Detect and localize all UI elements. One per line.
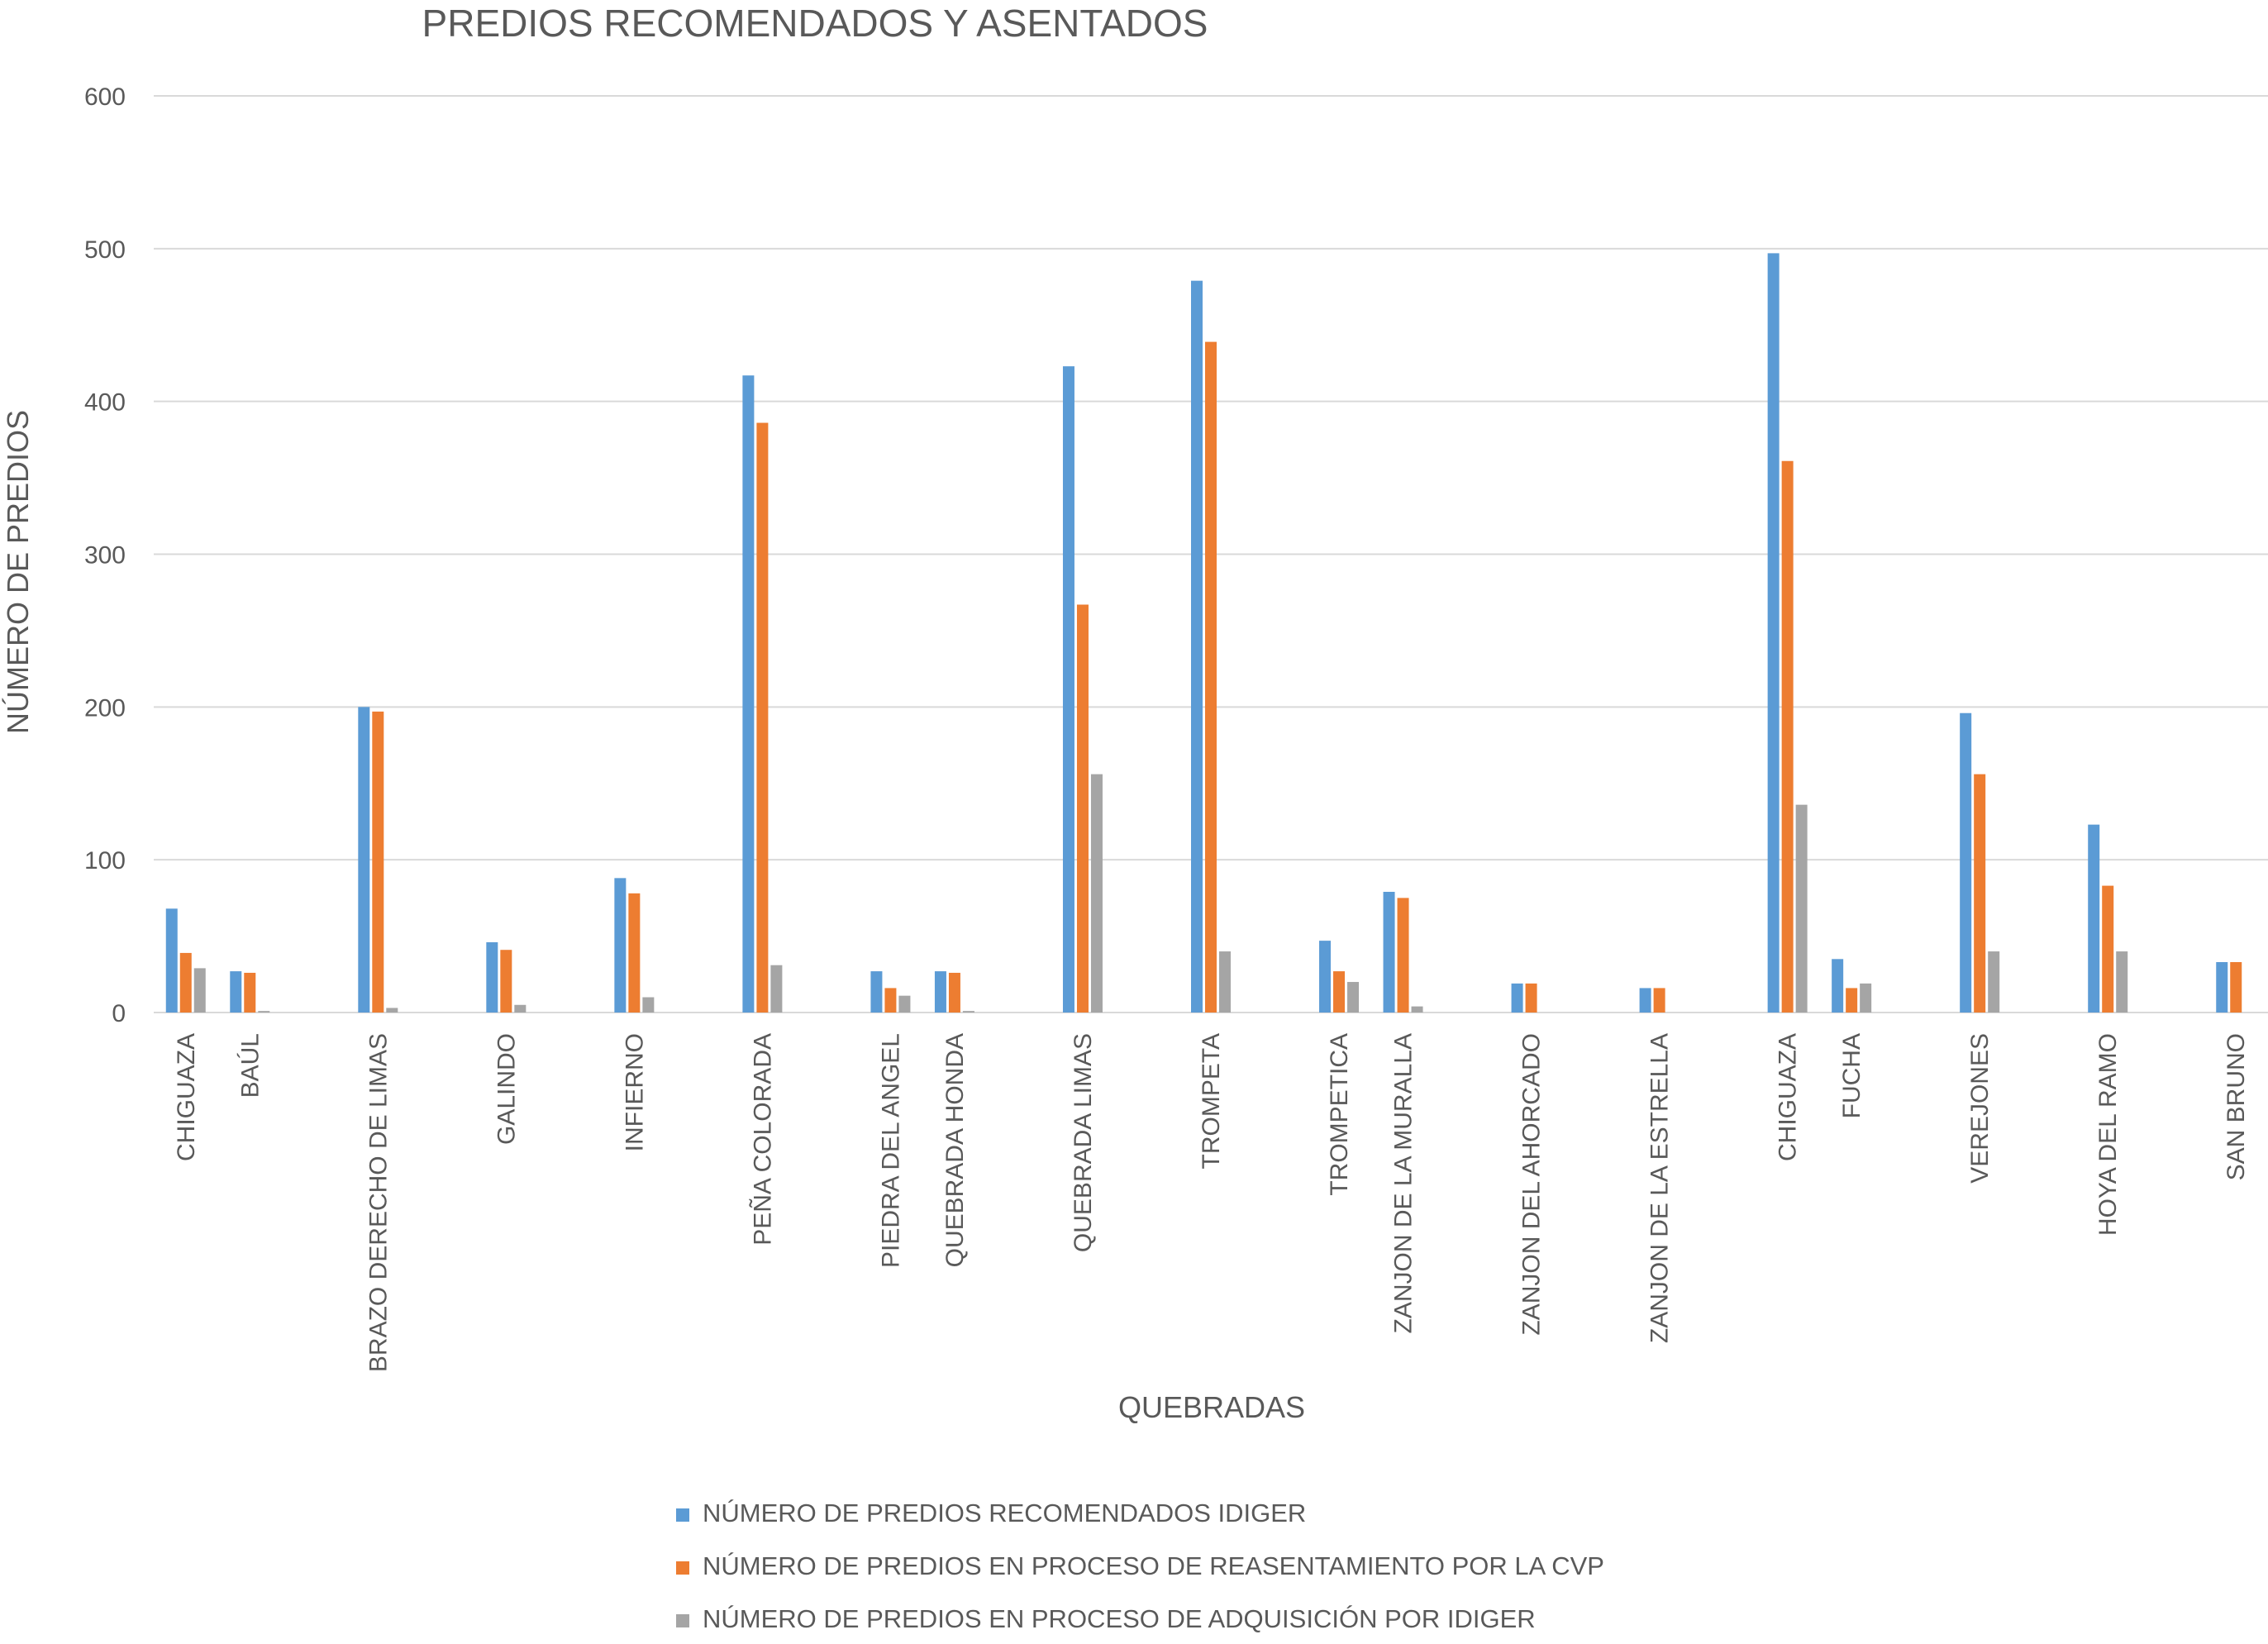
bar [500,950,512,1013]
category-label: SAN BRUNO [2223,1033,2251,1181]
legend-swatch [676,1561,689,1575]
category-label: TROMPETA [1198,1033,1225,1170]
bar [1398,898,1409,1013]
y-tick-label: 400 [83,388,126,417]
y-tick-label: 100 [83,847,126,875]
y-tick-label: 300 [83,541,126,569]
category-labels [173,1033,2250,1372]
category-label: BRAZO DERECHO DE LIMAS [364,1033,393,1373]
bar [2102,886,2113,1013]
bar [258,1011,269,1013]
bar [358,707,369,1013]
category-label: BAÚL [236,1033,264,1098]
bar [1796,805,1808,1013]
bar [1319,941,1331,1013]
bar [1205,342,1217,1013]
bar [1960,713,1971,1013]
bar [1526,984,1537,1013]
bar [642,998,654,1013]
category-label: CHIGUAZA [172,1033,200,1162]
category-label: PIEDRA DEL ANGEL [877,1033,905,1269]
bar [1347,982,1359,1013]
bar [963,1011,974,1013]
legend-swatch [676,1508,689,1522]
category-label: ZANJON DEL AHORCADO [1518,1033,1546,1336]
y-axis-title: NÚMERO DE PREDIOS [1,409,35,735]
legend [676,1499,1604,1633]
bar [386,1008,398,1013]
bar [1654,988,1665,1013]
bar [1846,988,1857,1013]
bar [898,996,910,1013]
category-label: VEREJONES [1966,1033,1994,1184]
bar [884,988,896,1013]
category-label: TROMPETICA [1326,1033,1354,1196]
bar [949,973,960,1013]
category-label: INFIERNO [621,1033,649,1152]
bar [194,968,206,1013]
bar [372,712,384,1013]
bar [628,893,640,1013]
category-label: FUCHA [1838,1033,1866,1119]
bar [742,375,754,1013]
bar [1512,984,1523,1013]
bar [1333,971,1345,1013]
bar [614,878,626,1013]
bar [1860,984,1871,1013]
bar [1412,1007,1423,1013]
bar [1974,774,1985,1013]
bar [486,942,498,1013]
bar [1768,253,1780,1013]
y-axis-ticks [84,83,126,1027]
bar [2116,951,2127,1013]
bar [1832,959,1843,1013]
bar [1384,892,1395,1013]
category-label: QUEBRADA LIMAS [1069,1033,1097,1253]
bar [1782,461,1794,1013]
bar [935,971,946,1013]
category-label: ZANJON DE LA ESTRELLA [1646,1033,1674,1344]
category-label: QUEBRADA HONDA [941,1033,969,1268]
bar [1077,604,1089,1013]
x-axis-title: QUEBRADAS [1117,1390,1306,1424]
legend-label: NÚMERO DE PREDIOS EN PROCESO DE REASENTAMIENTO POR LA CVP [703,1551,1604,1580]
y-tick-label: 600 [83,83,126,111]
y-tick-label: 500 [83,236,126,264]
bar [770,965,782,1013]
legend-label: NÚMERO DE PREDIOS EN PROCESO DE ADQUISICIÓN POR IDIGER [703,1604,1536,1633]
bar [1191,281,1203,1013]
legend-swatch [676,1614,689,1627]
bar [756,423,768,1013]
bar [244,973,255,1013]
bar [870,971,882,1013]
category-label: GALINDO [493,1033,521,1146]
bar [1988,951,1999,1013]
category-label: HOYA DEL RAMO [2094,1033,2123,1237]
bar [180,953,192,1013]
y-tick-label: 0 [112,1000,126,1027]
category-label: PEÑA COLORADA [749,1033,777,1246]
legend-label: NÚMERO DE PREDIOS RECOMENDADOS IDIGER [703,1499,1307,1527]
category-label: CHIGUAZA [1774,1033,1802,1162]
bar [514,1005,526,1013]
y-tick-label: 200 [83,694,126,722]
bar [2216,962,2228,1013]
bar [1063,366,1074,1013]
bar [1219,951,1231,1013]
bar [166,908,178,1013]
bar [2230,962,2242,1013]
chart-title: PREDIOS RECOMENDADOS Y ASENTADOS [422,2,1208,45]
category-label: ZANJON DE LA MURALLA [1389,1033,1418,1334]
bar [2088,825,2099,1013]
bar [230,971,241,1013]
bars [166,253,2242,1013]
bar [1640,988,1651,1013]
bar [1091,774,1103,1013]
